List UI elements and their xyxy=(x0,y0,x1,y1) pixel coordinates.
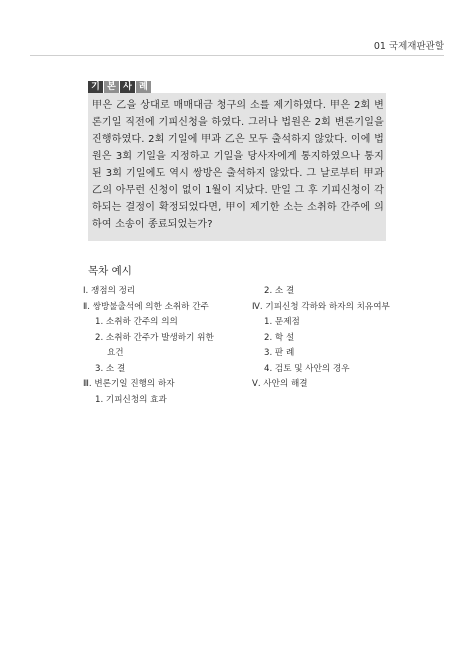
header-divider xyxy=(30,55,444,56)
outline-item: 4. 검토 및 사안의 경우 xyxy=(264,363,350,374)
outline-item: Ⅳ. 기피신청 각하와 하자의 치유여부 xyxy=(252,301,390,312)
case-tag-char-3: 사 xyxy=(120,81,135,94)
outline-item: 2. 소 결 xyxy=(264,286,295,296)
outline-item: 3. 소 결 xyxy=(95,363,126,374)
outline-item: Ⅰ. 쟁점의 정리 xyxy=(83,286,136,296)
outline-item: 2. 소취하 간주가 발생하기 위한 xyxy=(95,332,214,343)
outline-right-column xyxy=(252,284,412,393)
outline-item: 2. 학 설 xyxy=(264,332,295,343)
outline-title: 목차 예시 xyxy=(88,265,132,277)
outline-item: 1. 문제점 xyxy=(264,317,300,327)
outline-item: 1. 소취하 간주의 의의 xyxy=(95,317,178,327)
case-box xyxy=(88,93,386,241)
outline-left-column xyxy=(83,284,243,408)
page-header-title: 01 국제재판관할 xyxy=(373,41,444,52)
outline-item: Ⅲ. 변론기일 진행의 하자 xyxy=(83,379,175,389)
outline-item: 3. 판 례 xyxy=(264,348,295,358)
case-tag-char-2: 본 xyxy=(104,81,119,94)
outline-item: Ⅴ. 사안의 해결 xyxy=(252,379,308,389)
case-tag-char-1: 기 xyxy=(88,81,103,94)
outline-item: 요건 xyxy=(107,348,124,358)
case-tag-char-4: 례 xyxy=(136,81,151,94)
case-text: 甲은 乙을 상대로 매매대금 청구의 소를 제기하였다. 甲은 2회 변론기일 직전에 기피신청을 하였다. 그러나 법원은 2회 변론기일을 진행하였다. 2회 기일에 甲과 乙은 모두 출석하지 않았다. 이에 법원은 3회 기일을 지정하고 기일을 당사자에게 통지하였으나 통지된 3회 기일에도 역시 쌍방은 출석하지 않았다. 그 날로부터 甲과 乙의 아무런 신청이 없이 1월이 지났다. 만일 그 후 기피신청이 각하되는 결정이 확정되었다면, 甲이 제기한 소는 소취하 간주에 의하여 소송이 종료되었는가? xyxy=(92,100,384,230)
outline-item: Ⅱ. 쌍방불출석에 의한 소취하 간주 xyxy=(83,301,209,312)
outline-item: 1. 기피신청의 효과 xyxy=(95,394,167,405)
